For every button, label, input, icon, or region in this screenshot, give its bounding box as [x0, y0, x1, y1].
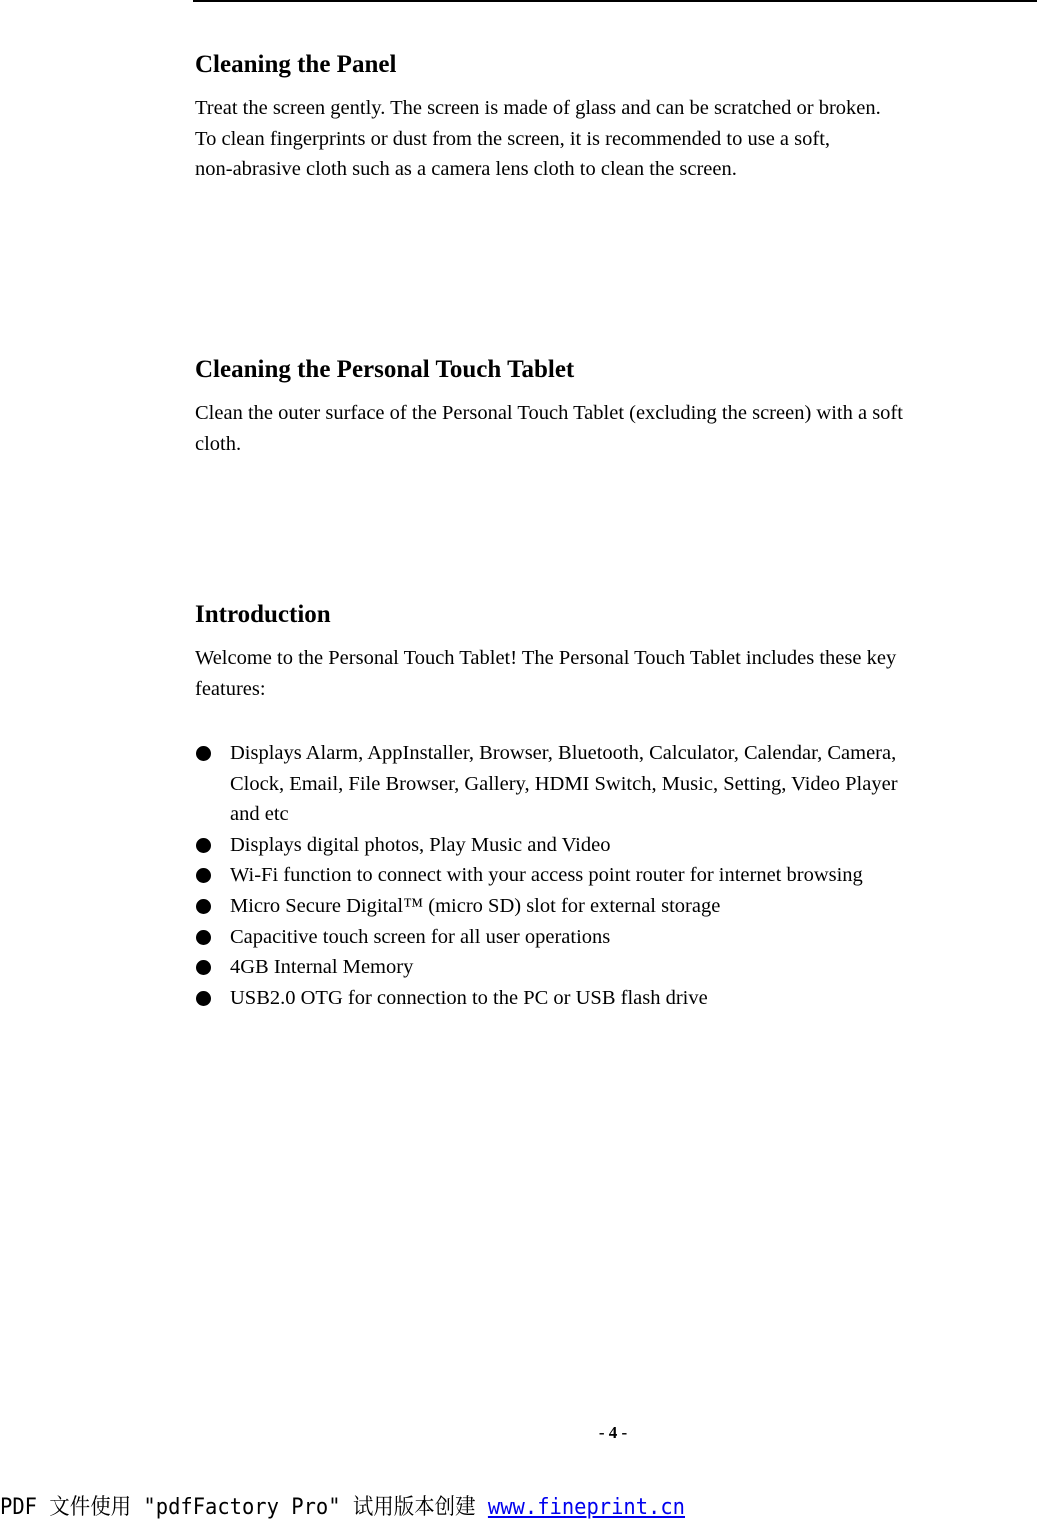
- section-paragraph: [195, 398, 1015, 459]
- page-number: - 4 -: [598, 1423, 628, 1442]
- paragraph-line: non-abrasive cloth such as a camera lens cloth to clean the screen.: [195, 158, 737, 181]
- section-paragraph: [195, 643, 1015, 704]
- feature-item: [195, 983, 1015, 1014]
- section-cleaning-panel: [195, 50, 1015, 185]
- feature-line: Wi-Fi function to connect with your access point router for internet browsing: [230, 864, 863, 887]
- feature-line: Clock, Email, File Browser, Gallery, HDMI Switch, Music, Setting, Video Player: [230, 772, 898, 795]
- footer-text: PDF 文件使用 "pdfFactory Pro" 试用版本创建: [0, 1495, 488, 1520]
- feature-item: [195, 891, 1015, 922]
- bullet-icon: [196, 746, 211, 761]
- paragraph-line: To clean fingerprints or dust from the screen, it is recommended to use a soft,: [195, 127, 831, 150]
- feature-line: Displays Alarm, AppInstaller, Browser, Bluetooth, Calculator, Calendar, Camera,: [230, 742, 897, 764]
- paragraph-line: Treat the screen gently. The screen is made of glass and can be scratched or broken.: [195, 97, 881, 119]
- feature-list: [195, 738, 1015, 1013]
- feature-item: [195, 922, 1015, 953]
- feature-item: [195, 738, 1015, 830]
- section-heading: Cleaning the Personal Touch Tablet: [195, 356, 575, 383]
- feature-line: USB2.0 OTG for connection to the PC or USB flash drive: [230, 986, 708, 1009]
- bullet-icon: [196, 868, 211, 883]
- feature-item: [195, 860, 1015, 891]
- paragraph-line: Clean the outer surface of the Personal Touch Tablet (excluding the screen) with a soft: [195, 402, 903, 424]
- pdf-watermark-footer: [0, 1490, 685, 1526]
- feature-line: Displays digital photos, Play Music and Video: [230, 833, 611, 856]
- section-paragraph: [195, 93, 1015, 185]
- feature-line: Micro Secure Digital™ (micro SD) slot for external storage: [230, 894, 721, 917]
- section-introduction: [195, 600, 1015, 704]
- paragraph-line: Welcome to the Personal Touch Tablet! The Personal Touch Tablet includes these key: [195, 647, 897, 669]
- section-heading: Cleaning the Panel: [195, 51, 397, 78]
- feature-item: [195, 952, 1015, 983]
- feature-item: [195, 830, 1015, 861]
- bullet-icon: [196, 899, 211, 914]
- section-heading: Introduction: [195, 601, 331, 628]
- section-cleaning-tablet: [195, 355, 1015, 459]
- bullet-icon: [196, 838, 211, 853]
- feature-line: and etc: [230, 803, 289, 826]
- bullet-icon: [196, 960, 211, 975]
- paragraph-line: features:: [195, 677, 266, 700]
- top-rule: [193, 0, 1037, 2]
- footer-link[interactable]: www.fineprint.cn: [487, 1495, 686, 1520]
- bullet-icon: [196, 991, 211, 1006]
- bullet-icon: [196, 930, 211, 945]
- feature-line: Capacitive touch screen for all user operations: [230, 925, 611, 948]
- feature-line: 4GB Internal Memory: [230, 956, 414, 979]
- paragraph-line: cloth.: [195, 432, 242, 455]
